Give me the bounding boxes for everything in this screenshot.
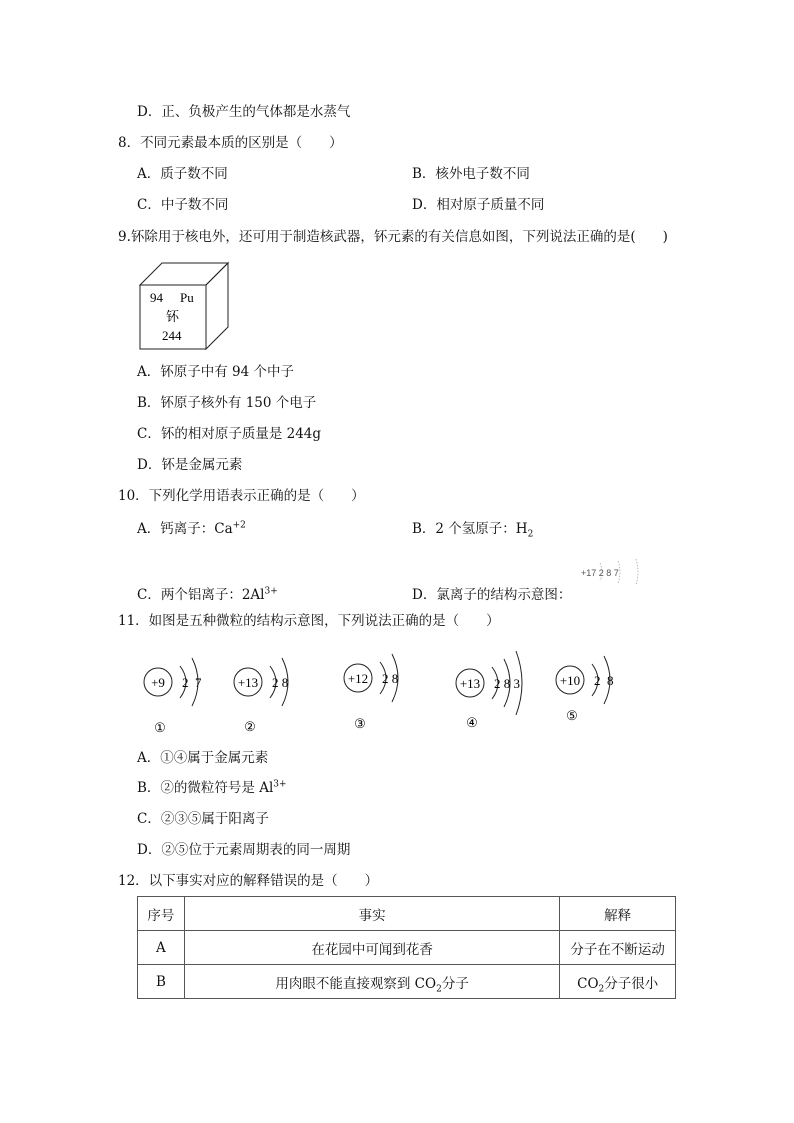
q11-option-d: D．②⑤位于元素周期表的同一周期 bbox=[137, 842, 351, 858]
particle-1 bbox=[144, 658, 202, 735]
element-mass: 244 bbox=[162, 328, 182, 343]
q8-option-a: A．质子数不同 bbox=[137, 166, 228, 182]
header-fact: 事实 bbox=[184, 897, 560, 931]
table-row bbox=[138, 931, 676, 965]
facts-table bbox=[137, 896, 676, 999]
q8-option-b: B．核外电子数不同 bbox=[412, 166, 530, 182]
particle-4 bbox=[456, 651, 522, 730]
element-symbol: Pu bbox=[180, 290, 194, 305]
q9-stem: 9.钚除用于核电外，还可用于制造核武器，钚元素的有关信息如图，下列说法正确的是( ) bbox=[118, 229, 668, 245]
q10-option-c: C．两个铝离子：$2Al^{3+}$ bbox=[137, 586, 278, 603]
element-number: 94 bbox=[150, 290, 163, 305]
particle-label: ② bbox=[244, 719, 256, 734]
particle-diagrams bbox=[130, 640, 670, 740]
nucleus-charge: +10 bbox=[559, 673, 581, 688]
nucleus-charge: +12 bbox=[347, 671, 369, 686]
element-cube-figure bbox=[138, 261, 230, 353]
header-reason: 解释 bbox=[560, 897, 676, 931]
particle-5 bbox=[556, 656, 614, 723]
particle-label: ④ bbox=[466, 715, 478, 730]
q12-stem: 12．以下事实对应的解释错误的是（ ） bbox=[118, 873, 379, 889]
q9-option-d: D．钚是金属元素 bbox=[137, 457, 243, 473]
header-id: 序号 bbox=[138, 897, 185, 931]
q9-option-a: A．钚原子中有 94 个中子 bbox=[137, 364, 295, 380]
q8-option-d: D．相对原子质量不同 bbox=[412, 197, 545, 213]
particle-3 bbox=[344, 654, 398, 731]
q9-option-c: C．钚的相对原子质量是 244g bbox=[137, 426, 322, 442]
chloride-ion-diagram bbox=[580, 557, 650, 587]
particle-label: ⑤ bbox=[566, 708, 578, 723]
element-name: 钚 bbox=[166, 309, 180, 324]
row-a-fact: 在花园中可闻到花香 bbox=[184, 931, 560, 965]
q10-option-d: D．氯离子的结构示意图： bbox=[412, 587, 572, 603]
row-a-reason: 分子在不断运动 bbox=[560, 931, 676, 965]
electron-counts: 2 8 bbox=[382, 671, 399, 686]
chloride-diagram-label: +17 2 8 7 bbox=[581, 568, 619, 578]
particle-label: ① bbox=[154, 720, 166, 735]
row-b-fact: 用肉眼不能直接观察到 $CO_2$分子 bbox=[184, 965, 560, 999]
nucleus-charge: +13 bbox=[459, 676, 481, 691]
row-b-reason: $CO_2$分子很小 bbox=[560, 965, 676, 999]
electron-counts: 2 8 bbox=[272, 675, 289, 690]
q10-option-a: A．钙离子：$Ca^{+2}$ bbox=[137, 520, 246, 537]
q7-option-d: D．正、负极产生的气体都是水蒸气 bbox=[137, 104, 351, 120]
q10-stem: 10．下列化学用语表示正确的是（ ） bbox=[118, 488, 365, 504]
row-b-id: B bbox=[138, 965, 185, 999]
electron-counts: 2 7 bbox=[182, 675, 202, 690]
q11-option-a: A．①④属于金属元素 bbox=[137, 750, 269, 766]
element-card-pu bbox=[138, 261, 230, 353]
q9-option-b: B．钚原子核外有 150 个电子 bbox=[137, 395, 317, 411]
particle-2 bbox=[234, 658, 288, 734]
nucleus-charge: +9 bbox=[151, 675, 165, 690]
q10-option-b: B．2 个氢原子：$H_2$ bbox=[412, 521, 534, 540]
electron-counts: 2 8 bbox=[594, 673, 614, 688]
q8-stem: 8．不同元素最本质的区别是（ ） bbox=[118, 135, 343, 151]
row-a-id: A bbox=[138, 931, 185, 965]
q11-option-b: B．②的微粒符号是 $Al^{3+}$ bbox=[137, 779, 287, 796]
table-header-row bbox=[138, 897, 676, 931]
particle-label: ③ bbox=[354, 716, 366, 731]
q8-option-c: C．中子数不同 bbox=[137, 197, 229, 213]
nucleus-charge: +13 bbox=[237, 675, 259, 690]
table-row bbox=[138, 965, 676, 999]
q11-option-c: C．②③⑤属于阳离子 bbox=[137, 811, 269, 827]
electron-counts: 2 8 3 bbox=[494, 676, 520, 691]
q11-stem: 11．如图是五种微粒的结构示意图，下列说法正确的是（ ） bbox=[118, 613, 500, 629]
